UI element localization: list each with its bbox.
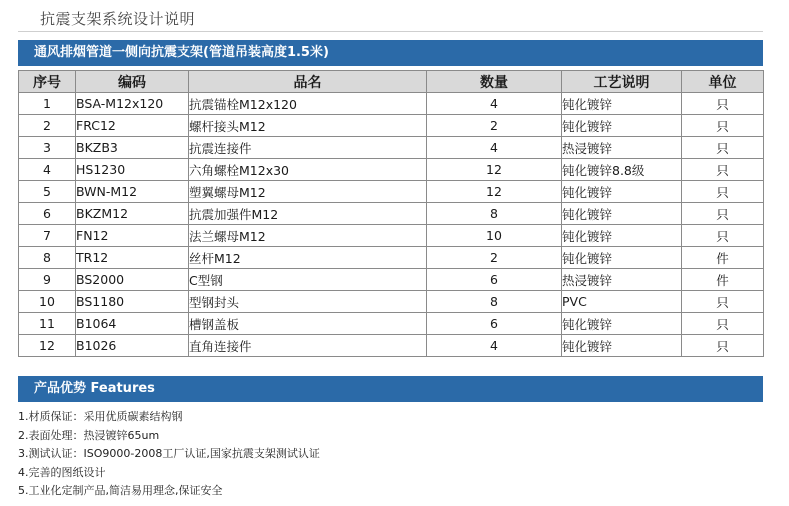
cell-unit: 只 — [682, 181, 764, 203]
cell-name: 抗震加强件M12 — [189, 203, 427, 225]
cell-name: 型钢封头 — [189, 291, 427, 313]
header-unit: 单位 — [682, 71, 764, 93]
cell-quantity: 4 — [427, 137, 562, 159]
table-header-row — [19, 71, 764, 93]
cell-name: 塑翼螺母M12 — [189, 181, 427, 203]
cell-unit: 件 — [682, 269, 764, 291]
cell-name: 抗震锚栓M12x120 — [189, 93, 427, 115]
cell-name: 六角螺栓M12x30 — [189, 159, 427, 181]
cell-unit: 只 — [682, 313, 764, 335]
cell-no: 10 — [19, 291, 76, 313]
table-row — [19, 115, 764, 137]
cell-no: 5 — [19, 181, 76, 203]
cell-process: 钝化镀锌 — [562, 203, 682, 225]
cell-unit: 件 — [682, 247, 764, 269]
cell-quantity: 12 — [427, 159, 562, 181]
cell-no: 9 — [19, 269, 76, 291]
cell-process: 钝化镀锌 — [562, 181, 682, 203]
table-row — [19, 93, 764, 115]
cell-unit: 只 — [682, 335, 764, 357]
cell-code: B1064 — [76, 313, 189, 335]
header-no: 序号 — [19, 71, 76, 93]
cell-process: 钝化镀锌 — [562, 313, 682, 335]
cell-process: 钝化镀锌 — [562, 225, 682, 247]
section-title-bar — [18, 40, 763, 66]
table-row — [19, 269, 764, 291]
table-row — [19, 335, 764, 357]
cell-quantity: 6 — [427, 313, 562, 335]
cell-name: 直角连接件 — [189, 335, 427, 357]
table-row — [19, 137, 764, 159]
cell-no: 8 — [19, 247, 76, 269]
feature-item: 2.表面处理：热浸镀锌65um — [18, 428, 160, 442]
cell-process: 钝化镀锌 — [562, 335, 682, 357]
table-row — [19, 159, 764, 181]
table-row — [19, 247, 764, 269]
cell-code: BS2000 — [76, 269, 189, 291]
cell-quantity: 4 — [427, 335, 562, 357]
cell-no: 4 — [19, 159, 76, 181]
cell-process: 热浸镀锌 — [562, 269, 682, 291]
table-row — [19, 203, 764, 225]
page-title: 抗震支架系统设计说明 — [40, 10, 196, 28]
cell-code: FRC12 — [76, 115, 189, 137]
cell-name: 抗震连接件 — [189, 137, 427, 159]
cell-code: FN12 — [76, 225, 189, 247]
header-name: 品名 — [189, 71, 427, 93]
cell-process: 钝化镀锌8.8级 — [562, 159, 682, 181]
features-title: 产品优势 Features — [34, 381, 155, 396]
cell-no: 3 — [19, 137, 76, 159]
cell-unit: 只 — [682, 137, 764, 159]
cell-name: C型钢 — [189, 269, 427, 291]
feature-item: 3.测试认证：ISO9000-2008工厂认证,国家抗震支架测试认证 — [18, 447, 320, 460]
parts-table — [18, 70, 764, 357]
cell-no: 1 — [19, 93, 76, 115]
title-divider — [18, 31, 763, 32]
cell-code: HS1230 — [76, 159, 189, 181]
cell-quantity: 4 — [427, 93, 562, 115]
cell-unit: 只 — [682, 291, 764, 313]
cell-quantity: 8 — [427, 291, 562, 313]
cell-code: BKZB3 — [76, 137, 189, 159]
cell-name: 螺杆接头M12 — [189, 115, 427, 137]
cell-process: 钝化镀锌 — [562, 247, 682, 269]
cell-process: PVC — [562, 291, 682, 313]
cell-name: 丝杆M12 — [189, 247, 427, 269]
cell-process: 钝化镀锌 — [562, 93, 682, 115]
feature-item: 4.完善的图纸设计 — [18, 465, 106, 479]
cell-code: BS1180 — [76, 291, 189, 313]
table-row — [19, 181, 764, 203]
cell-quantity: 12 — [427, 181, 562, 203]
header-code: 编码 — [76, 71, 189, 93]
cell-process: 钝化镀锌 — [562, 115, 682, 137]
cell-code: TR12 — [76, 247, 189, 269]
cell-no: 11 — [19, 313, 76, 335]
table-row — [19, 291, 764, 313]
header-process: 工艺说明 — [562, 71, 682, 93]
cell-unit: 只 — [682, 203, 764, 225]
cell-quantity: 2 — [427, 247, 562, 269]
cell-unit: 只 — [682, 115, 764, 137]
feature-item: 5.工业化定制产品,简洁易用理念,保证安全 — [18, 484, 223, 497]
cell-code: B1026 — [76, 335, 189, 357]
cell-code: BSA-M12x120 — [76, 93, 189, 115]
cell-quantity: 8 — [427, 203, 562, 225]
cell-no: 7 — [19, 225, 76, 247]
cell-code: BKZM12 — [76, 203, 189, 225]
table-row — [19, 225, 764, 247]
cell-quantity: 2 — [427, 115, 562, 137]
cell-unit: 只 — [682, 225, 764, 247]
cell-no: 12 — [19, 335, 76, 357]
table-row — [19, 313, 764, 335]
cell-quantity: 10 — [427, 225, 562, 247]
cell-name: 法兰螺母M12 — [189, 225, 427, 247]
features-title-bar — [18, 376, 763, 402]
cell-unit: 只 — [682, 159, 764, 181]
cell-quantity: 6 — [427, 269, 562, 291]
cell-code: BWN-M12 — [76, 181, 189, 203]
cell-process: 热浸镀锌 — [562, 137, 682, 159]
section-title: 通风排烟管道一侧向抗震支架(管道吊装高度1.5米) — [34, 45, 329, 60]
cell-no: 6 — [19, 203, 76, 225]
features-list — [18, 408, 320, 501]
feature-item: 1.材质保证：采用优质碳素结构钢 — [18, 410, 183, 423]
cell-unit: 只 — [682, 93, 764, 115]
cell-no: 2 — [19, 115, 76, 137]
header-quantity: 数量 — [427, 71, 562, 93]
cell-name: 槽钢盖板 — [189, 313, 427, 335]
